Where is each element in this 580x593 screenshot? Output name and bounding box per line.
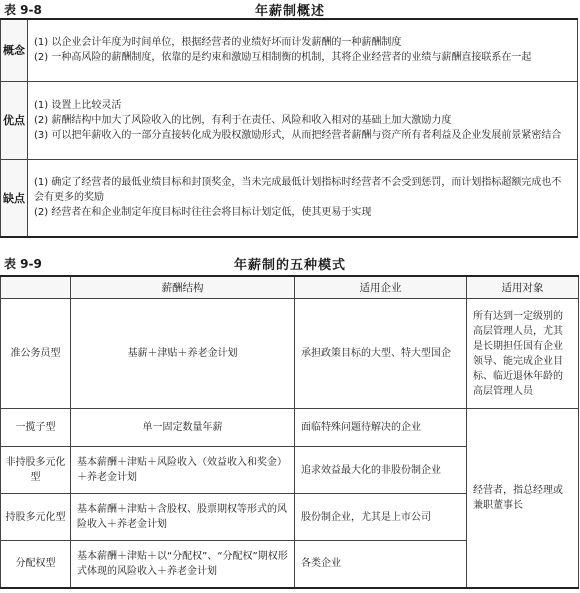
mode-cell: 分配权型	[1, 541, 71, 588]
list-item: (1) 以企业会计年度为时间单位，根据经营者的业绩好坏而计发薪酬的一种薪酬制度	[34, 37, 402, 49]
table-9-9-number: 表 9-9	[4, 257, 42, 271]
row-content	[28, 19, 578, 81]
structure-cell: 基薪＋津贴＋养老金计划	[71, 299, 295, 409]
enterprise-cell: 股份制企业，尤其是上市公司	[295, 494, 467, 541]
table-9-8-number: 表 9-8	[4, 3, 42, 17]
enterprise-cell: 承担政策目标的大型、特大型国企	[295, 299, 467, 409]
table-9-8-caption	[0, 0, 580, 18]
table-row	[1, 299, 579, 409]
table-row	[1, 409, 579, 447]
header-cell-structure: 薪酬结构	[71, 276, 295, 299]
header-cell-mode	[1, 276, 71, 299]
list-item: (2) 薪酬结构中加大了风险收入的比例，有利于在责任、风险和收入相对的基础上加大激励力度	[34, 114, 452, 126]
table-9-9-title: 年薪制的五种模式	[233, 258, 346, 273]
enterprise-cell: 追求效益最大化的非股份制企业	[295, 447, 467, 494]
enterprise-cell: 面临特殊问题待解决的企业	[295, 409, 467, 447]
list-item: (1) 确定了经营者的最低业绩目标和封顶奖金，当未完成最低计划指标时经营者不会受到惩罚，而计划指标超额完成也不会有更多的奖励	[34, 177, 562, 204]
table-header-row	[1, 276, 579, 299]
table-row-concept	[1, 19, 578, 81]
mode-cell: 一揽子型	[1, 409, 71, 447]
list-item: (3) 可以把年薪收入的一部分直接转化成为股权激励形式，从而把经营者薪酬与资产所有者利益及企业发展前景紧密结合	[34, 129, 562, 141]
row-label: 缺点	[1, 159, 28, 237]
table-9-9	[0, 275, 579, 589]
table-9-9-caption	[0, 254, 580, 272]
list-item: (2) 经营者在和企业制定年度目标时往往会将目标计划定低，使其更易于实现	[34, 207, 372, 219]
shared-target-cell: 经营者，指总经理或兼职董事长	[467, 409, 579, 588]
enterprise-cell: 各类企业	[295, 541, 467, 588]
row-content	[28, 159, 578, 237]
structure-cell: 基本薪酬＋津贴＋风险收入（效益收入和奖金）＋养老金计划	[71, 447, 295, 494]
structure-cell: 单一固定数量年薪	[71, 409, 295, 447]
list-item: (1) 设置上比较灵活	[34, 99, 122, 111]
table-row-advantages	[1, 81, 578, 159]
mode-cell: 准公务员型	[1, 299, 71, 409]
header-cell-enterprise: 适用企业	[295, 276, 467, 299]
table-9-8-title: 年薪制概述	[254, 4, 325, 19]
row-label: 优点	[1, 81, 28, 159]
row-content	[28, 81, 578, 159]
row-label: 概念	[1, 19, 28, 81]
structure-cell: 基本薪酬＋津贴＋含股权、股票期权等形式的风险收入＋养老金计划	[71, 494, 295, 541]
target-cell: 所有达到一定级别的高层管理人员，尤其是长期担任国有企业领导、能完成企业目标、临近退休年龄的高层管理人员	[467, 299, 579, 409]
mode-cell: 非持股多元化型	[1, 447, 71, 494]
structure-cell: 基本薪酬＋津贴＋以“分配权”、“分配权”期权形式体现的风险收入＋养老金计划	[71, 541, 295, 588]
table-9-8	[0, 18, 578, 238]
list-item: (2) 一种高风险的薪酬制度，依靠的是约束和激励互相制衡的机制，其将企业经营者的业绩与薪酬直接联系在一起	[34, 52, 532, 64]
mode-cell: 持股多元化型	[1, 494, 71, 541]
table-row-disadvantages	[1, 159, 578, 237]
header-cell-target: 适用对象	[467, 276, 579, 299]
